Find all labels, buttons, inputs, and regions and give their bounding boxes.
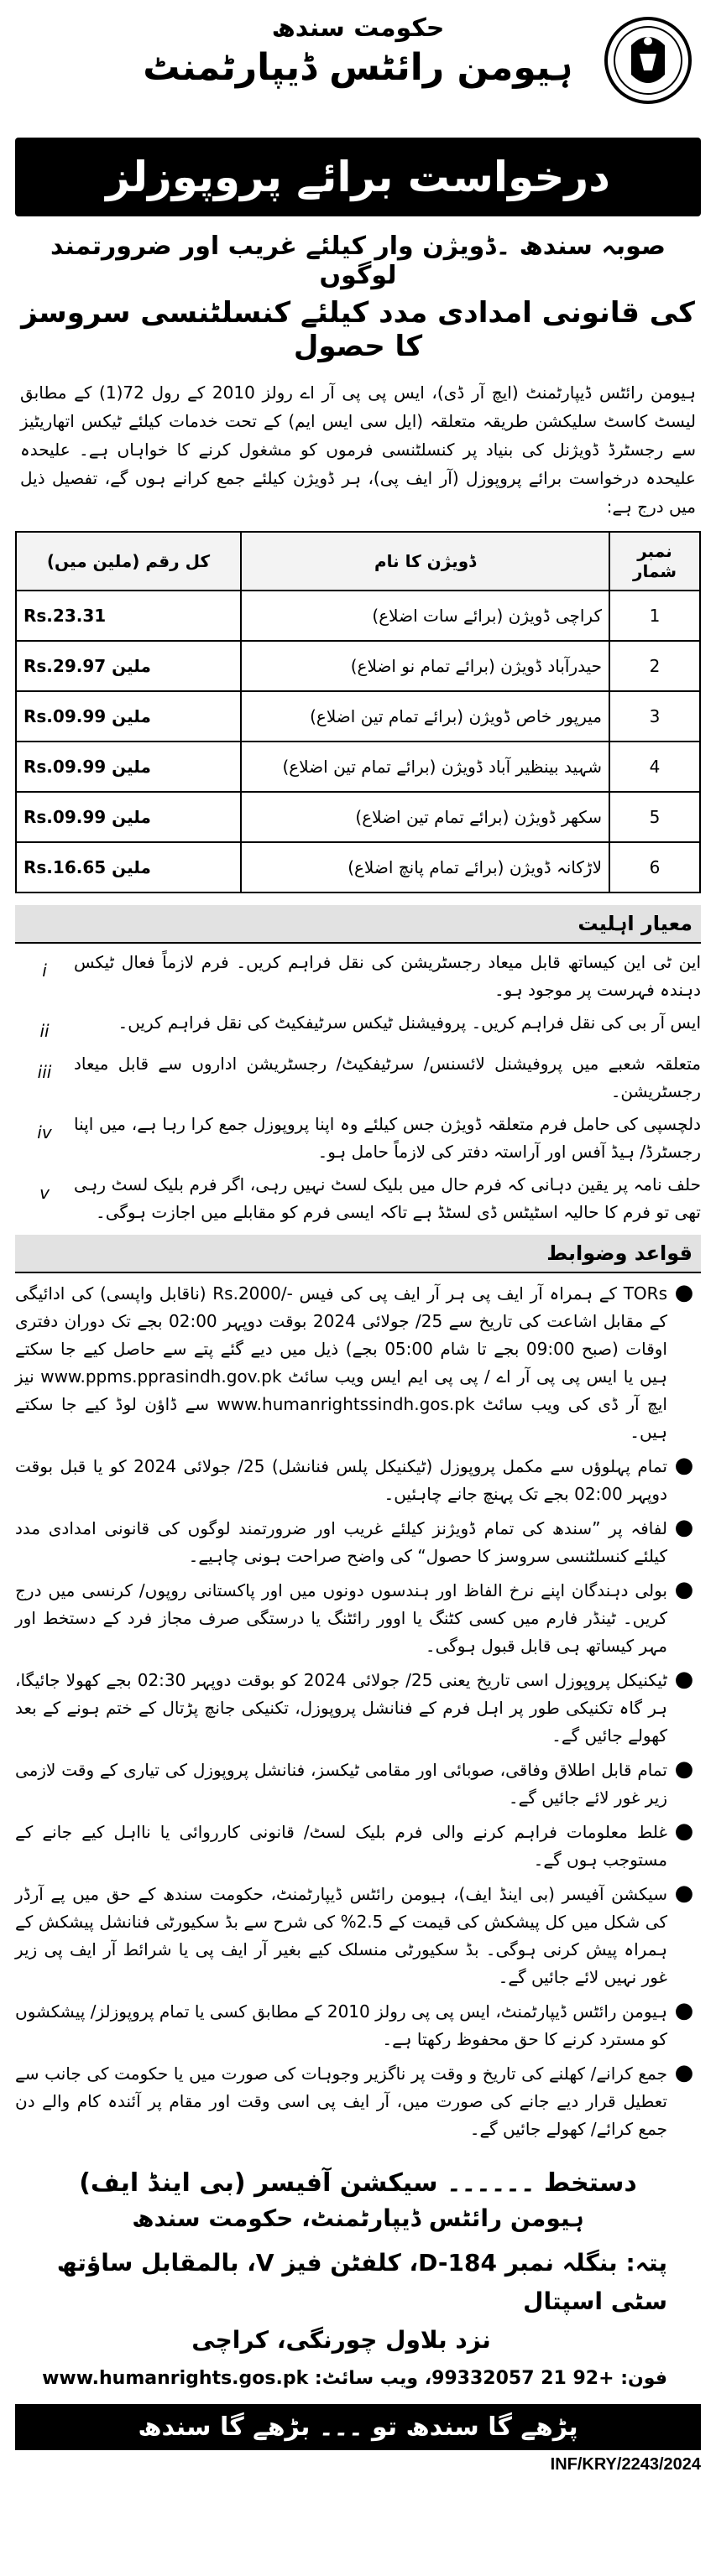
rule-text: لفافہ پر ”سندھ کی تمام ڈویژنز کیلئے غریب اور ضرورتمند لوگوں کی قانونی امدادی مدد کیلئے کنسلٹنسی سروسز کا حصول“ کی واضح صراحت ہونی چاہیے۔	[15, 1518, 667, 1566]
list-item	[15, 1171, 701, 1226]
list-item	[15, 1515, 701, 1570]
list-item	[15, 2060, 701, 2143]
list-item	[15, 1998, 701, 2053]
bullet-icon: ●	[674, 1819, 694, 1844]
rule-text: TORs کے ہمراہ آر ایف پی ہر آر ایف پی کی فیس -/Rs.2000 (ناقابل واپسی) کی ادائیگی کے مقابل اشاعت کی تاریخ سے 25/ جولائی 2024 بوقت دوپہر 02:00 بجے تک دوران دفتری اوقات (صبح 09:00 بجے تا شام 05:00 بجے) ذیل میں دیے گئے پتے سے حاصل کیے جا سکتے ہیں یا ایس پی پی آر اے / پی پی ایم ایس ویب سائٹ www.ppms.pprasindh.gov.pk نیز ایچ آر ڈی کی ویب سائٹ www.humanrightssindh.gos.pk سے ڈاؤن لوڈ کیے جا سکتے ہیں۔	[15, 1283, 668, 1442]
division-amount: Rs.09.99 ملین	[16, 742, 241, 792]
row-number: 6	[609, 842, 700, 892]
rule-text: غلط معلومات فراہم کرنے والی فرم بلیک لسٹ/ قانونی کارروائی یا نااہل کیے جانے کے مستوجب ہوں گے۔	[15, 1822, 667, 1870]
eligibility-number: v	[39, 1183, 50, 1203]
government-name: حکومت سندھ	[271, 13, 445, 43]
signatory-title: سیکشن آفیسر (بی اینڈ ایف)	[79, 2168, 438, 2198]
rule-text: سیکشن آفیسر (بی اینڈ ایف)، ہیومن رائٹس ڈیپارٹمنٹ، حکومت سندھ کے حق میں پے آرڈر کی شکل میں کل پیشکش کی قیمت کے 2.5% کی شرح سے بڈ سکیورٹی فنانشل پیشکش کے ہمراہ پیش کرنی ہوگی۔ بڈ سکیورٹی منسلک کیے بغیر آر ایف پی یا شرائط آر ایف پی زیر غور نہیں لائے جائیں گے۔	[15, 1884, 667, 1987]
rules-heading: قواعد وضوابط	[15, 1235, 701, 1273]
eligibility-text: این ٹی این کیساتھ قابل میعاد رجسٹریشن کی نقل فراہم کریں۔ فرم لازماً فعال ٹیکس دہندہ فہرست پر موجود ہو۔	[74, 952, 701, 1000]
address	[15, 2244, 701, 2360]
bullet-icon: ●	[674, 1881, 694, 1906]
eligibility-text: متعلقہ شعبے میں پروفیشنل لائسنس/ سرٹیفکیٹ/ رجسٹریشن اداروں سے قابل میعاد رجسٹریشن۔	[74, 1054, 701, 1101]
bullet-icon: ●	[674, 2060, 694, 2085]
eligibility-number: ii	[39, 1021, 50, 1041]
rule-text: تمام پہلوؤں سے مکمل پروپوزل (ٹیکنیکل پلس فنانشل) 25/ جولائی 2024 کو یا قبل بوقت دوپہر 02:00 بجے تک پہنچ جانے چاہئیں۔	[15, 1456, 667, 1504]
table-row	[16, 591, 700, 641]
subtitle-line-1: صوبہ سندھ ۔ڈویژن وار کیلئے غریب اور ضرورتمند لوگوں	[50, 232, 666, 290]
bullet-icon: ●	[674, 1453, 694, 1478]
page-title: درخواست برائے پروپوزلز	[15, 138, 701, 216]
address-line-2: نزد بلاول چورنگی، کراچی	[191, 2326, 491, 2354]
row-number: 5	[609, 792, 700, 842]
division-name: حیدرآباد ڈویژن (برائے تمام نو اضلاع)	[241, 641, 609, 691]
table-row	[16, 792, 700, 842]
intro-paragraph: ہیومن رائٹس ڈیپارٹمنٹ (ایچ آر ڈی)، ایس پی پی آر اے رولز 2010 کے رول 72(1) کے مطابق لیسٹ کاسٹ سلیکشن طریقہ متعلقہ (ایل سی ایس ایم) کے تحت خدمات کیلئے ٹیکس اتھاریٹیز سے رجسٹرڈ ڈویژنل کی بنیاد پر کنسلٹنسی فرموں کو مشغول کرنے کا خواہاں ہے۔ علیحدہ علیحدہ درخواست برائے پروپوزل (آر ایف پی)، ہر ڈویژن کیلئے جمع کرانے ہوں گے، تفصیل ذیل میں درج ہے:	[20, 382, 696, 517]
row-number: 2	[609, 641, 700, 691]
signature-title: دستخط ۔۔۔۔۔۔ سیکشن آفیسر (بی اینڈ ایف)	[79, 2168, 637, 2198]
eligibility-number: iv	[37, 1122, 52, 1142]
bullet-icon: ●	[674, 1280, 694, 1305]
row-number: 3	[609, 691, 700, 742]
bullet-icon: ●	[674, 1756, 694, 1782]
list-item	[15, 1819, 701, 1874]
division-amount: Rs.09.99 ملین	[16, 792, 241, 842]
signature-prefix: دستخط	[543, 2168, 637, 2198]
table-row	[16, 742, 700, 792]
reference-number: INF/KRY/2243/2024	[550, 2455, 701, 2474]
division-name: میرپور خاص ڈویژن (برائے تمام تین اضلاع)	[241, 691, 609, 742]
column-header-amount: کل رقم (ملین میں)	[16, 532, 241, 591]
column-header-division: ڈویژن کا نام	[241, 532, 609, 591]
list-item	[15, 1577, 701, 1660]
department-name: ہیومن رائٹس ڈیپارٹمنٹ	[143, 46, 573, 89]
contact-info: فون: +92 21 99332057، ویب سائٹ: www.humanrights.gos.pk	[42, 2368, 667, 2389]
bullet-icon: ●	[674, 1998, 694, 2023]
list-item	[15, 1050, 701, 1106]
bullet-icon: ●	[674, 1515, 694, 1540]
bullet-icon: ●	[674, 1667, 694, 1692]
table-row	[16, 641, 700, 691]
signature-block	[15, 2168, 701, 2232]
division-name: لاڑکانہ ڈویژن (برائے تمام پانچ اضلاع)	[241, 842, 609, 892]
list-item	[15, 1756, 701, 1812]
rule-text: ٹیکنیکل پروپوزل اسی تاریخ یعنی 25/ جولائی 2024 کو بوقت دوپہر 02:30 بجے کھولا جائیگا، ہر گاہ تکنیکی طور پر اہل فرم کے فنانشل پروپوزل، تکنیکی جانچ پڑتال کے ختم ہونے کے بعد کھولے جائیں گے۔	[15, 1670, 668, 1746]
subtitle-line-2: کی قانونی امدادی مدد کیلئے کنسلٹنسی سروسز کا حصول	[21, 296, 695, 363]
list-item	[15, 949, 701, 1004]
table-header-row	[16, 532, 700, 591]
table-row	[16, 691, 700, 742]
rule-text: تمام قابل اطلاق وفاقی، صوبائی اور مقامی ٹیکسز، فنانشل پروپوزل کی تیاری کے وقت لازمی زیر غور لائے جائیں گے۔	[15, 1760, 667, 1808]
eligibility-heading: معیار اہلیت	[15, 905, 701, 944]
division-table	[15, 531, 701, 893]
row-number: 4	[609, 742, 700, 792]
list-item	[15, 1111, 701, 1166]
row-number: 1	[609, 591, 700, 641]
rule-text: ہیومن رائٹس ڈیپارٹمنٹ، ایس پی پی رولز 2010 کے مطابق کسی یا تمام پروپوزلز/ پیشکشوں کو مسترد کرنے کا حق محفوظ رکھتا ہے۔	[15, 2001, 667, 2049]
list-item	[15, 1009, 701, 1045]
rules-list	[15, 1280, 701, 2143]
rule-text: جمع کرانے/ کھلنے کی تاریخ و وقت پر ناگزیر وجوہات کی صورت میں یا حکومت کی جانب سے تعطیل قرار دیے جانے کی صورت میں، آر ایف پی اسی وقت اور مقام پر آئندہ کام والے دن جمع کرائے/ کھولے جائیں گے۔	[15, 2063, 667, 2139]
list-item	[15, 1453, 701, 1508]
division-amount: Rs.09.99 ملین	[16, 691, 241, 742]
sindh-government-emblem-icon	[602, 12, 694, 112]
rule-text: بولی دہندگان اپنے نرخ الفاظ اور ہندسوں دونوں میں اور پاکستانی روپوں/ کرنسی میں درج کریں۔ ٹینڈر فارم میں کسی کٹنگ یا اوور رائٹنگ یا درستگی صرف مجاز فرد کے دستخط اور مہر کیساتھ ہی قابل قبول ہوگی۔	[15, 1580, 667, 1656]
division-name: سکھر ڈویژن (برائے تمام تین اضلاع)	[241, 792, 609, 842]
eligibility-number: i	[42, 960, 47, 981]
eligibility-text: حلف نامہ پر یقین دہانی کہ فرم حال میں بلیک لسٹ نہیں رہی، اگر فرم بلیک لسٹ رہی تھی تو فرم کا حالیہ اسٹیٹس ڈی لسٹڈ ہے تاکہ ایسی فرم کو مقابلے میں اجازت ہوگی۔	[74, 1174, 701, 1222]
header	[15, 7, 701, 133]
eligibility-list	[15, 949, 701, 1226]
division-name: کراچی ڈویژن (برائے سات اضلاع)	[241, 591, 609, 641]
eligibility-number: iii	[37, 1062, 52, 1082]
list-item	[15, 1280, 701, 1446]
list-item	[15, 1667, 701, 1750]
bullet-icon: ●	[674, 1577, 694, 1602]
column-header-no: نمبر شمار	[609, 532, 700, 591]
table-row	[16, 842, 700, 892]
division-amount: Rs.16.65 ملین	[16, 842, 241, 892]
footer-slogan: پڑھے گا سندھ تو ۔۔۔ بڑھے گا سندھ	[15, 2404, 701, 2450]
list-item	[15, 1881, 701, 1991]
eligibility-text: دلچسپی کی حامل فرم متعلقہ ڈویژن جس کیلئے وہ اپنا پروپوزل جمع کرا رہا ہے، میں اپنا رجسٹرڈ/ ہیڈ آفس اور آراستہ دفتر کی لازماً حامل ہو۔	[74, 1114, 701, 1162]
eligibility-text: ایس آر بی کی نقل فراہم کریں۔ پروفیشنل ٹیکس سرٹیفکیٹ کی نقل فراہم کریں۔	[118, 1012, 701, 1033]
division-name: شہید بینظیر آباد ڈویژن (برائے تمام تین اضلاع)	[241, 742, 609, 792]
signatory-organization: ہیومن رائٹس ڈیپارٹمنٹ، حکومت سندھ	[132, 2204, 584, 2232]
division-amount: Rs.29.97 ملین	[16, 641, 241, 691]
address-line-1: پتہ: بنگلہ نمبر D-184، کلفٹن فیز V، بالمقابل ساؤتھ سٹی اسپتال	[56, 2249, 667, 2315]
division-amount: Rs.23.31	[16, 591, 241, 641]
